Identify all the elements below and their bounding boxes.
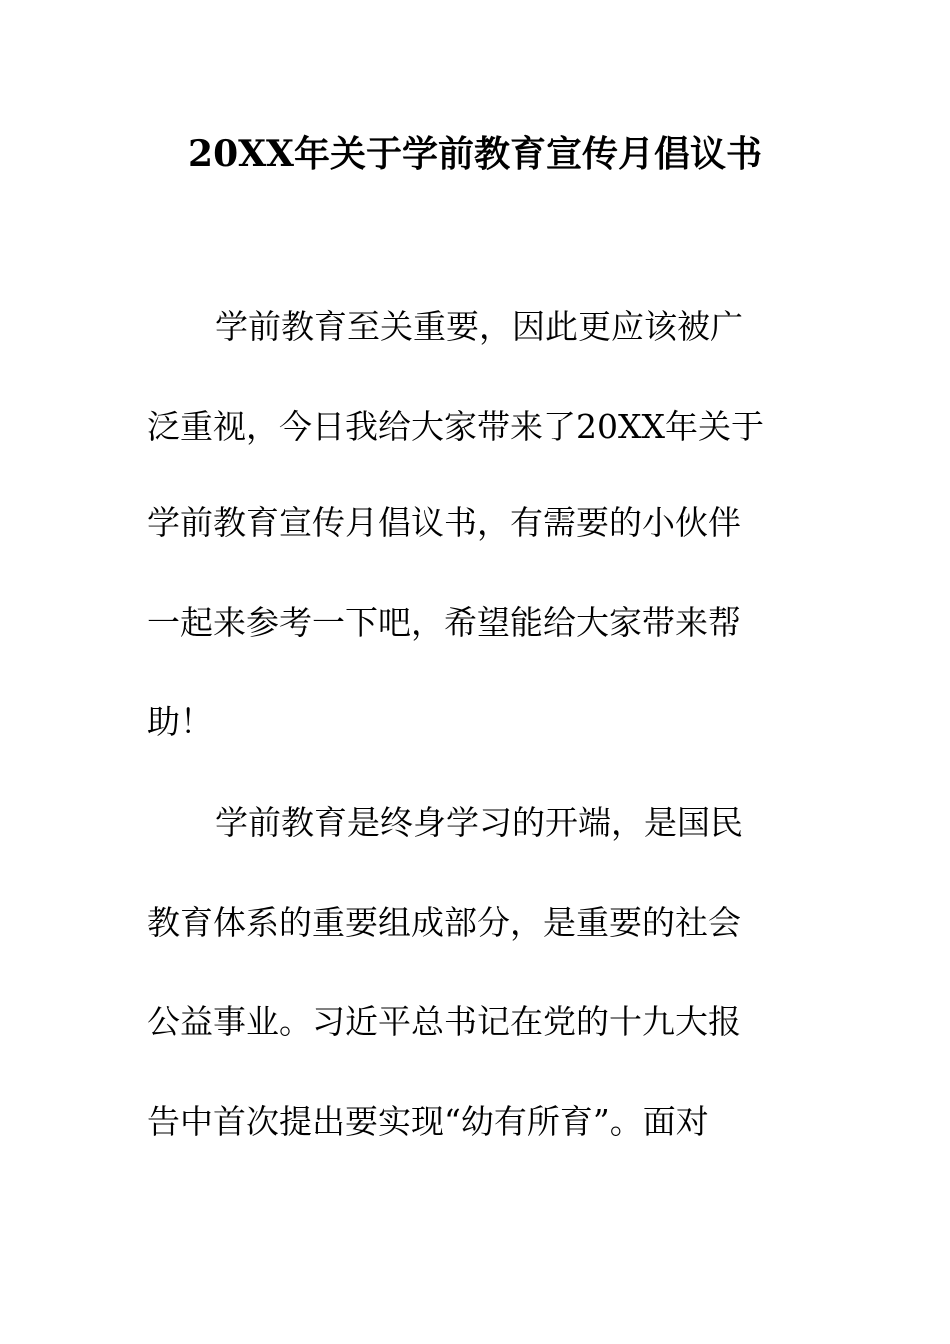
- paragraph-line: 助！: [147, 702, 213, 741]
- paragraph-line: 学前教育宣传月倡议书，有需要的小伙伴: [147, 503, 741, 542]
- paragraph-line: 一起来参考一下吧，希望能给大家带来帮: [147, 603, 741, 642]
- paragraph-line: 泛重视，今日我给大家带来了20XX年关于: [147, 407, 764, 446]
- paragraph-line: 教育体系的重要组成部分，是重要的社会: [147, 903, 741, 942]
- paragraph-line: 学前教育至关重要，因此更应该被广: [215, 307, 743, 346]
- paragraph-line: 公益事业。习近平总书记在党的十九大报: [147, 1002, 741, 1041]
- paragraph-line: 学前教育是终身学习的开端，是国民: [215, 803, 743, 842]
- document-title: 20XX年关于学前教育宣传月倡议书: [188, 133, 762, 175]
- paragraph-line: 告中首次提出要实现“幼有所育”。面对: [147, 1102, 709, 1141]
